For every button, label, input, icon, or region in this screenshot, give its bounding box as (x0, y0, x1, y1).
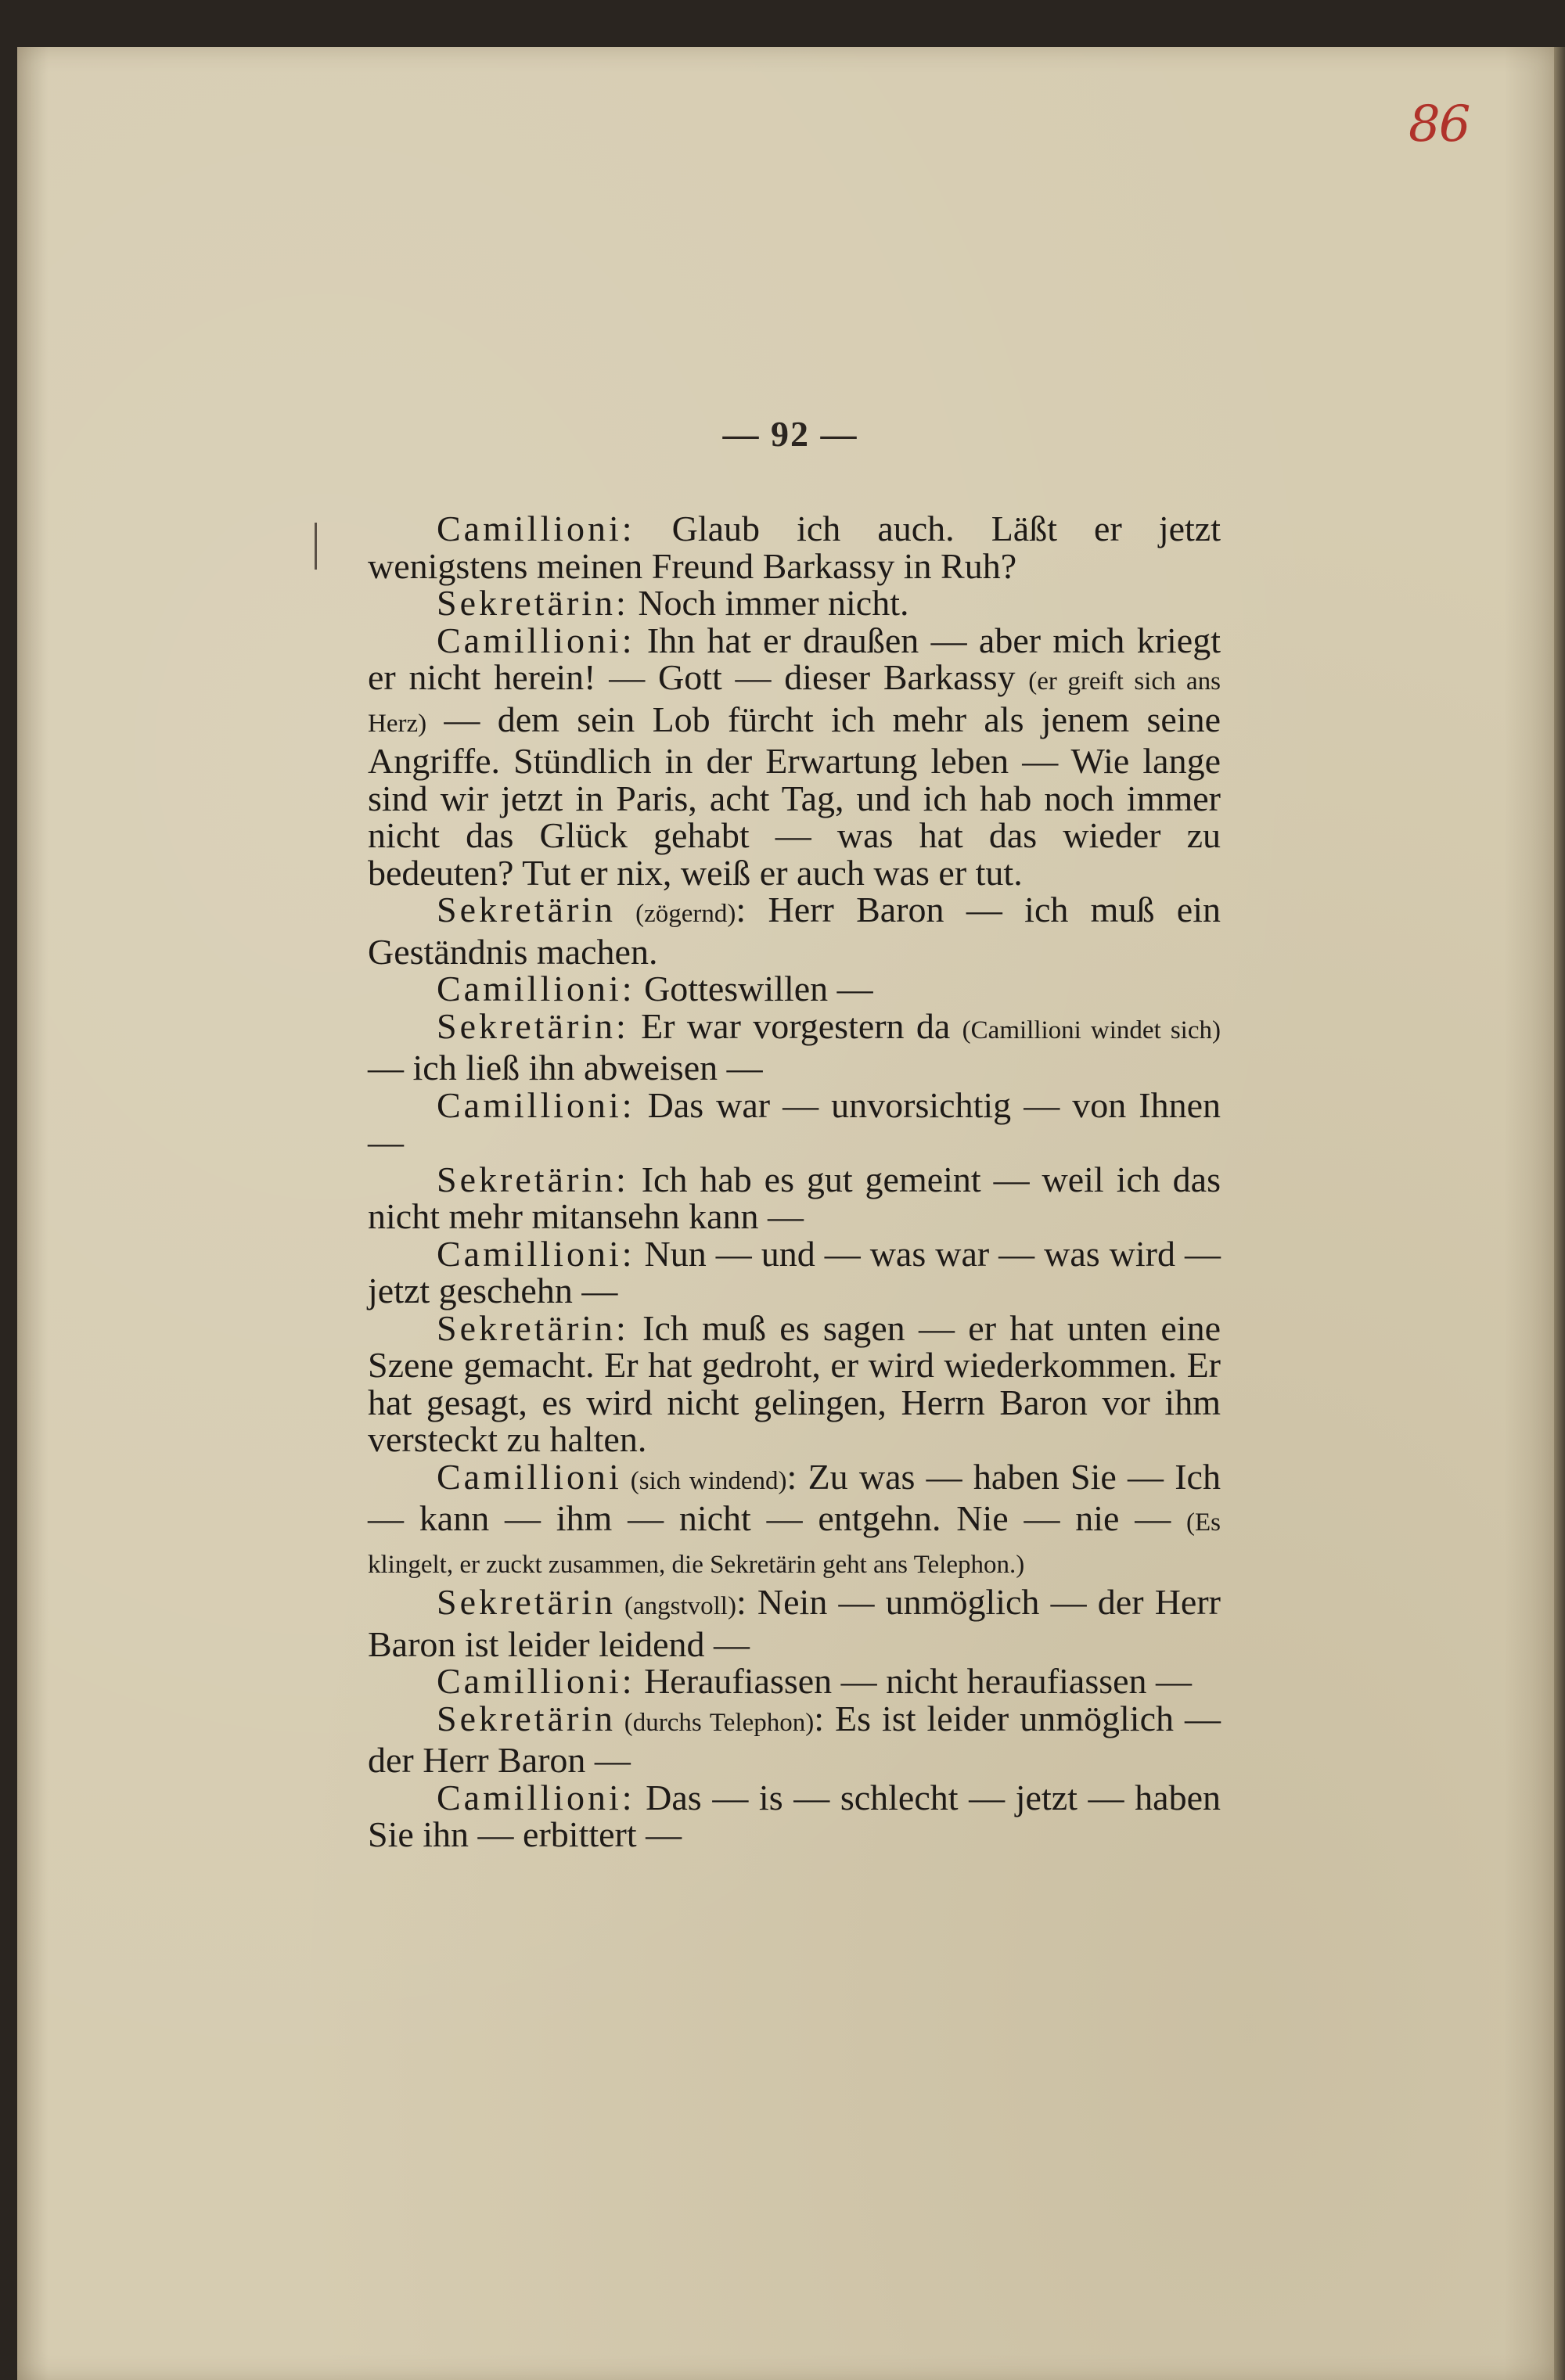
dialogue-text: — ich ließ ihn abweisen — (368, 1048, 763, 1088)
speaker-name: Camillioni: (437, 1777, 635, 1817)
dialogue-text: Gotteswillen — (635, 969, 873, 1008)
page-edge (1554, 47, 1565, 2380)
dialogue-paragraph (368, 584, 1221, 622)
speaker-name: Sekretärin: (437, 1005, 629, 1046)
speaker-name: Sekretärin (437, 1698, 617, 1738)
dialogue-paragraph (368, 1663, 1221, 1700)
dialogue-text: Noch immer nicht. (628, 583, 909, 623)
dialogue-text: Glaub ich auch. Läßt er jetzt wenigstens meinen Freund Barkassy in Ruh? (368, 509, 1221, 586)
speaker-name: Camillioni: (437, 620, 635, 660)
dialogue-text: Das war — unvorsichtig — von Ihnen — (368, 1084, 1221, 1162)
speaker-name: Camillioni: (437, 969, 635, 1008)
dialogue-text: Er war vorgestern da (628, 1005, 962, 1046)
dialogue-paragraph (368, 1235, 1221, 1310)
dialogue-paragraph (368, 1700, 1221, 1779)
dialogue-text: : Zu was — haben Sie — Ich — kann — ihm — nicht — entgehn. Nie — nie — (368, 1456, 1221, 1538)
speaker-name: Sekretärin (437, 1582, 617, 1622)
stage-direction: (durchs Telephon) (616, 1708, 815, 1737)
dialogue-paragraph (368, 510, 1221, 584)
dialogue-paragraph (368, 1458, 1221, 1584)
speaker-name: Camillioni (437, 1456, 622, 1497)
speaker-name: Camillioni: (437, 1661, 635, 1701)
margin-mark (315, 523, 317, 570)
speaker-name: Camillioni: (437, 509, 635, 548)
dialogue-text: Heraufiassen — nicht heraufiassen — (635, 1661, 1193, 1701)
dialogue-paragraph (368, 970, 1221, 1008)
dialogue-paragraph (368, 891, 1221, 970)
stage-direction: (Camillioni windet sich) (962, 1016, 1221, 1044)
handwritten-folio-number: 86 (1408, 95, 1470, 153)
dialogue-text: : Nein — unmöglich — der Herr Baron ist leider leidend — (368, 1582, 1221, 1664)
dialogue-paragraph (368, 1161, 1221, 1235)
dialogue-text: : Herr Baron — ich muß ein Geständnis machen. (368, 890, 1221, 972)
dialogue-paragraph (368, 1307, 1221, 1459)
dialogue-paragraph (368, 1779, 1221, 1853)
dialogue-text: Ich muß es sagen — er hat unten eine Szene gemacht. Er hat gedroht, er wird wiederkommen. Er hat gesagt, es wird nicht gelingen, Herrn Baron vor ihm versteckt zu halten. (368, 1307, 1221, 1459)
stage-direction: (Es klingelt, er zuckt zusammen, die Sekretärin geht ans Telephon.) (368, 1508, 1221, 1579)
dialogue-paragraph (368, 1084, 1221, 1162)
dialogue-text: Das — is — schlecht — jetzt — haben Sie ihn — erbittert — (368, 1777, 1221, 1854)
printed-page-number: — 92 — (722, 414, 858, 454)
stage-direction: (sich windend) (621, 1466, 787, 1495)
dialogue-text: : Es ist leider unmöglich — der Herr Baron — (368, 1698, 1221, 1780)
speaker-name: Sekretärin (437, 890, 617, 929)
dialogue-text: Nun — und — was war — was wird — jetzt geschehn — (368, 1233, 1221, 1310)
dialogue-text: Ihn hat er draußen — aber mich kriegt er nicht herein! — Gott — dieser Barkassy (368, 620, 1221, 697)
dialogue-text-block (368, 510, 1221, 1853)
dialogue-text: — dem sein Lob fürcht ich mehr als jenem seine Angriffe. Stündlich in der Erwartung leben — Wie lange sind wir jetzt in Paris, acht Tag, und ich hab noch immer nicht das Glück gehabt — was hat das wieder zu bedeuten? Tut er nix, weiß er auch was er tut. (368, 699, 1221, 893)
speaker-name: Sekretärin: (437, 583, 629, 623)
stage-direction: (er greift sich ans Herz) (368, 667, 1221, 738)
dialogue-paragraph (368, 622, 1221, 892)
stage-direction: (angstvoll) (616, 1592, 736, 1620)
speaker-name: Sekretärin: (437, 1159, 629, 1199)
dialogue-text: Ich hab es gut gemeint — weil ich das nicht mehr mitansehn kann — (368, 1159, 1221, 1236)
dialogue-paragraph (368, 1584, 1221, 1663)
dialogue-paragraph (368, 1005, 1221, 1088)
speaker-name: Sekretärin: (437, 1307, 629, 1348)
speaker-name: Camillioni: (437, 1084, 635, 1125)
stage-direction: (zögernd) (616, 900, 736, 928)
speaker-name: Camillioni: (437, 1233, 635, 1274)
